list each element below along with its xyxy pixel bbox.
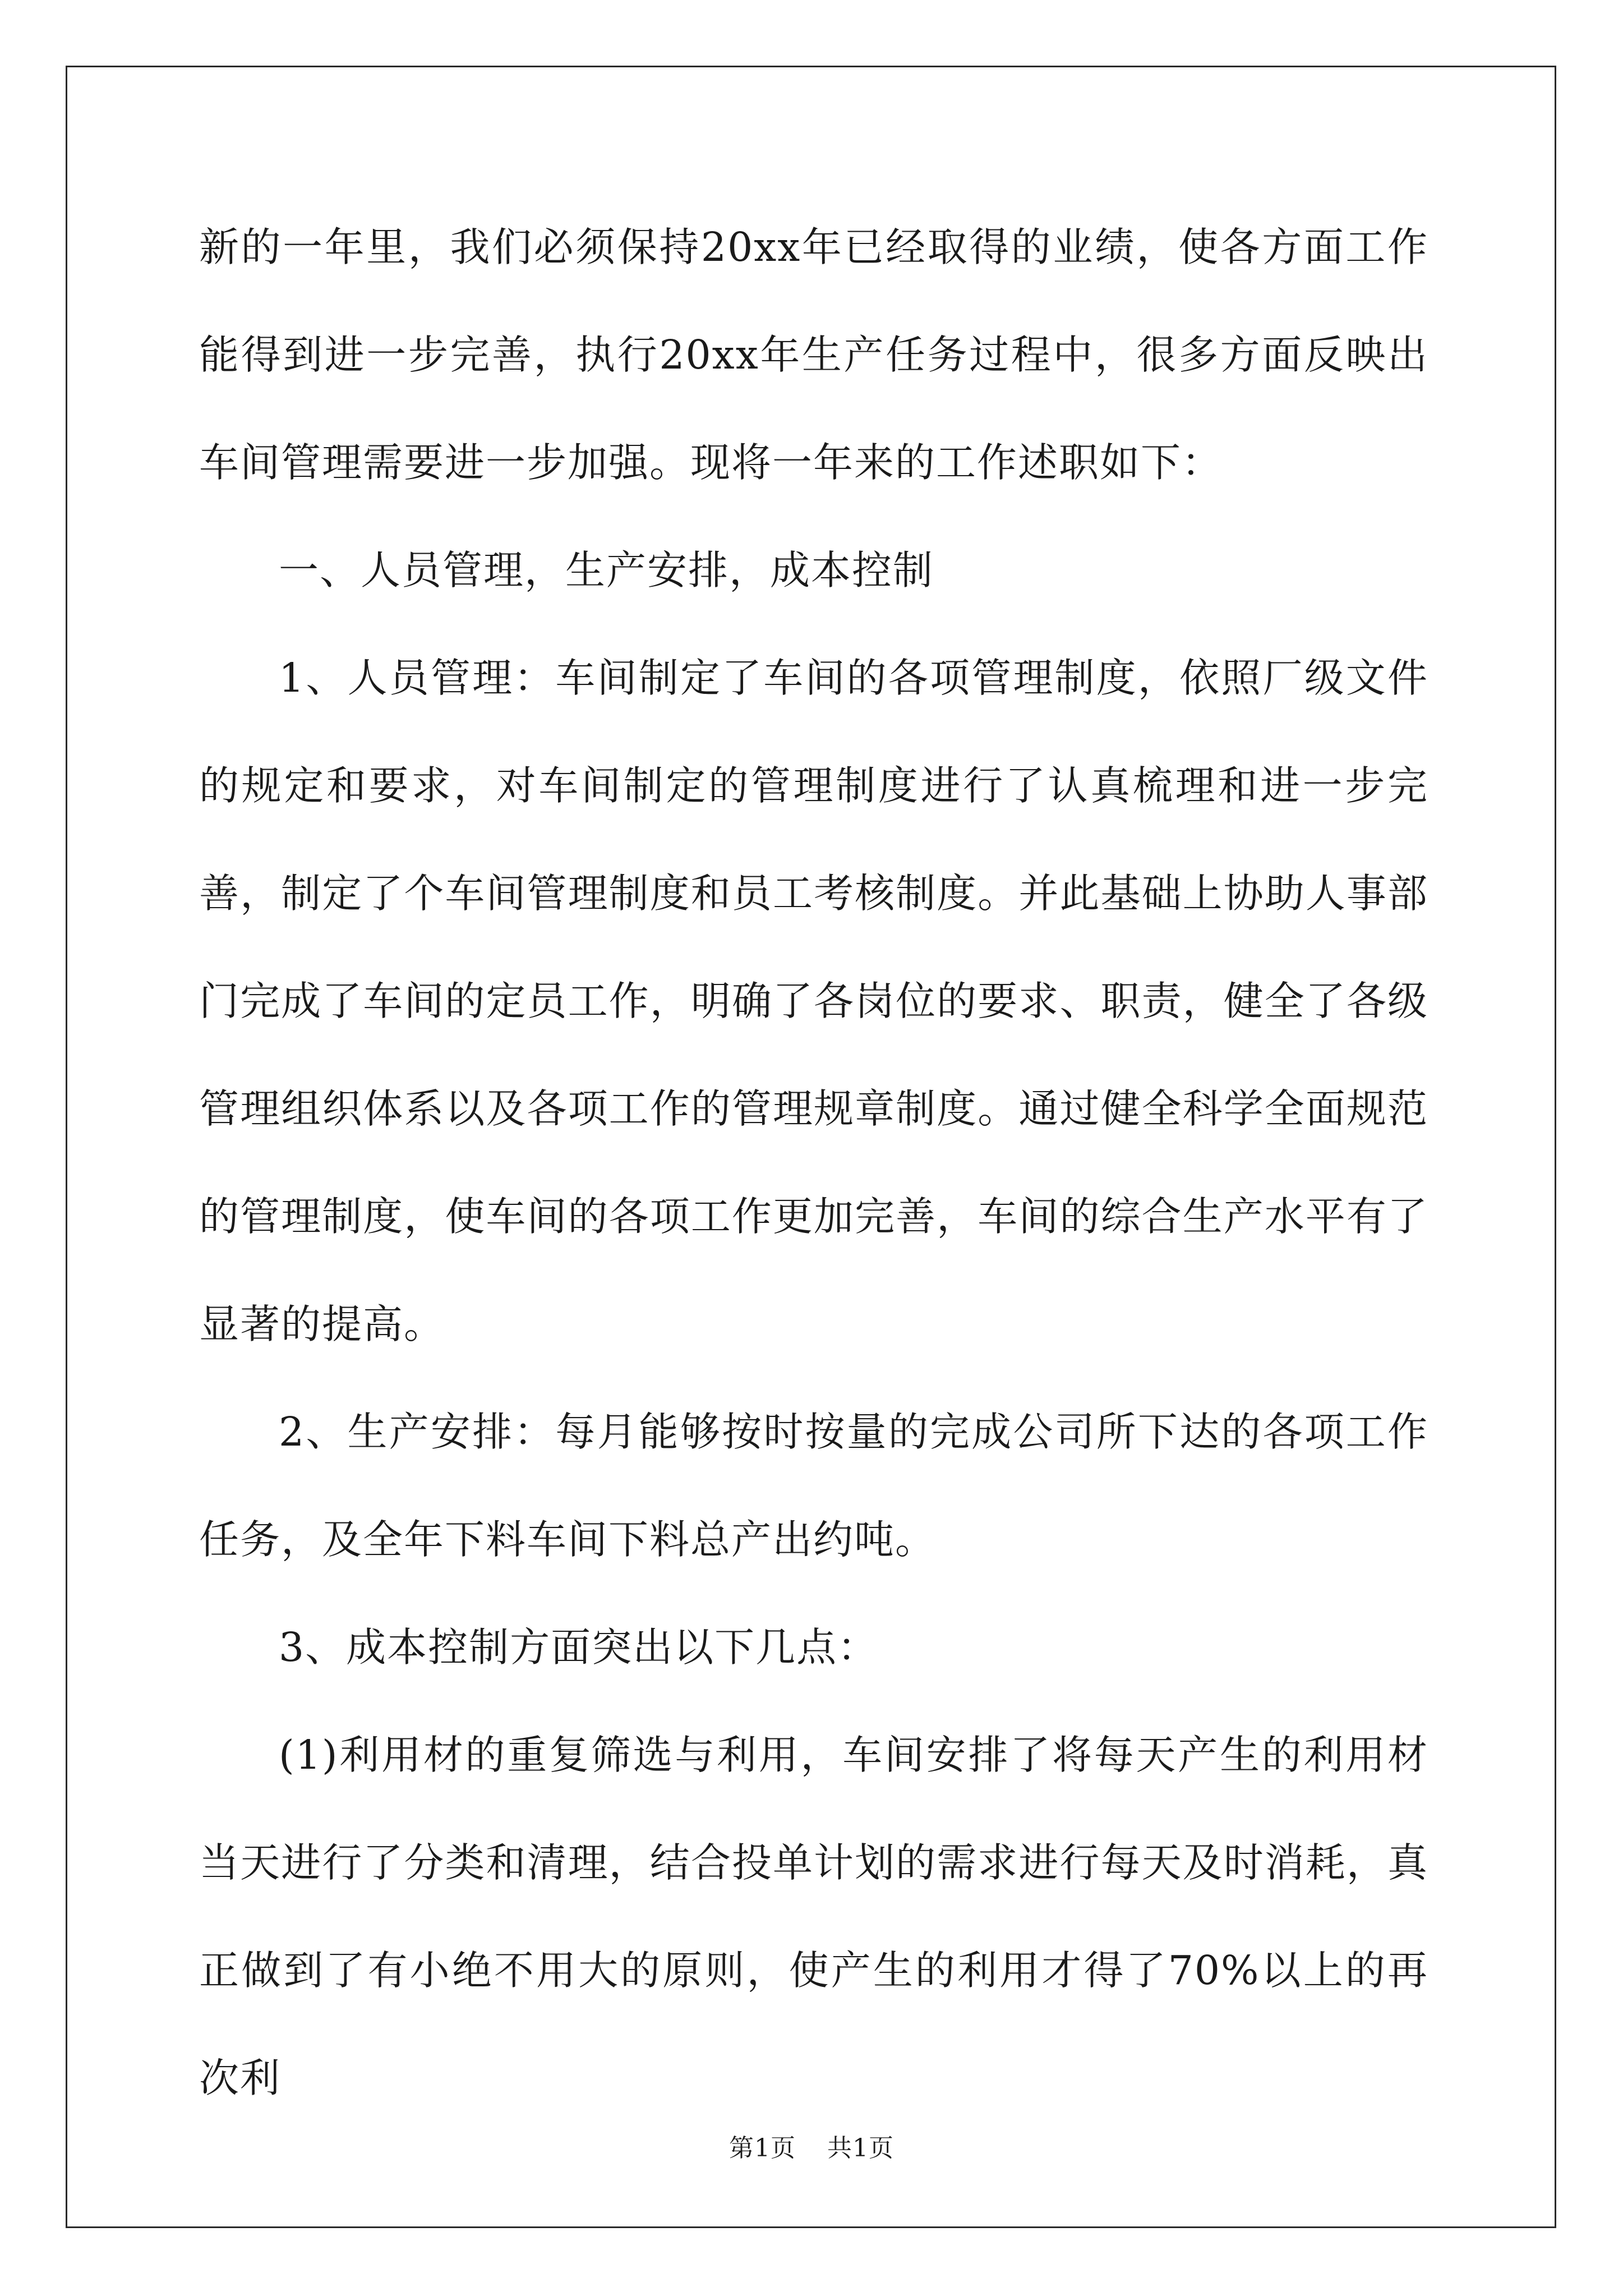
paragraph-cost-control-heading: 3、成本控制方面突出以下几点： xyxy=(279,1624,879,1671)
paragraph-production-arrangement: 2、生产安排：每月能够按时按量的完成公司所下达的各项工作任务，及全年下料车间下料总产出约吨。 xyxy=(199,1409,1428,1563)
section-heading-1: 一、人员管理，生产安排，成本控制 xyxy=(279,547,934,593)
paragraph-intro: 新的一年里，我们必须保持20xx年已经取得的业绩，使各方面工作能得到进一步完善，执行20xx年生产任务过程中，很多方面反映出车间管理需要进一步加强。现将一年来的工作述职如下： xyxy=(199,224,1428,486)
page-total: 共1页 xyxy=(827,2134,894,2162)
paragraph-cost-control-item-1: (1)利用材的重复筛选与利用，车间安排了将每天产生的利用材当天进行了分类和清理，结合投单计划的需求进行每天及时消耗，真正做到了有小绝不用大的原则，使产生的利用才得了70%以上的再次利 xyxy=(199,1732,1428,2101)
page-footer xyxy=(0,2132,1623,2165)
page-number: 第1页 xyxy=(729,2134,796,2162)
document-body xyxy=(199,194,1428,2132)
paragraph-personnel-management: 1、人员管理：车间制定了车间的各项管理制度，依照厂级文件的规定和要求，对车间制定的管理制度进行了认真梳理和进一步完善，制定了个车间管理制度和员工考核制度。并此基础上协助人事部门完成了车间的定员工作，明确了各岗位的要求、职责，健全了各级管理组织体系以及各项工作的管理规章制度。通过健全科学全面规范的管理制度，使车间的各项工作更加完善，车间的综合生产水平有了显著的提高。 xyxy=(199,655,1428,1347)
